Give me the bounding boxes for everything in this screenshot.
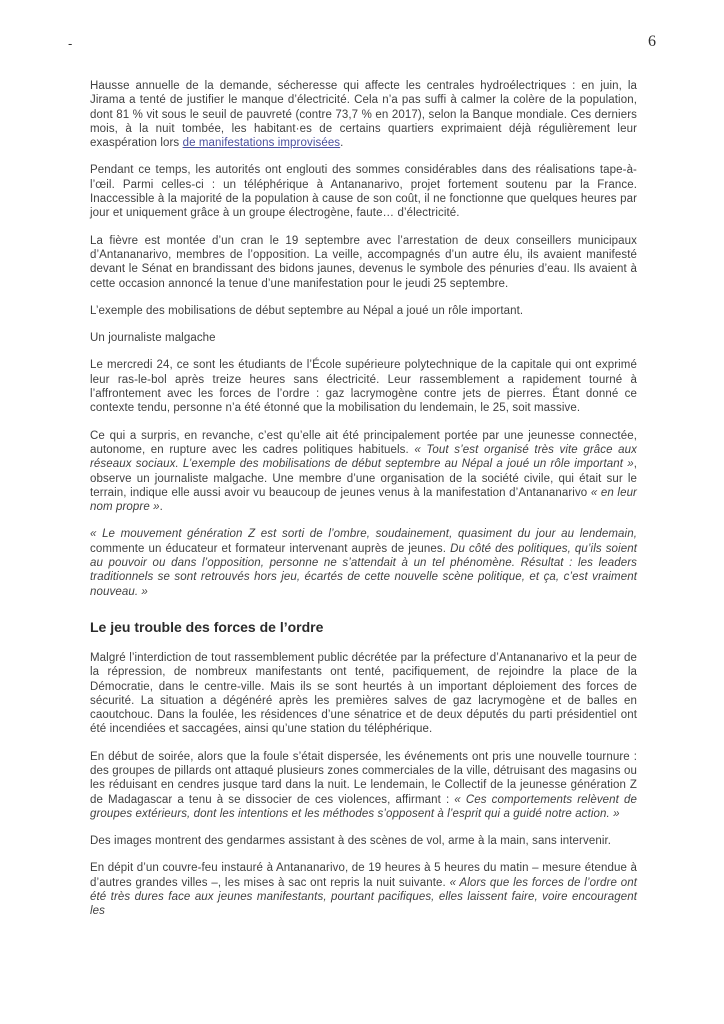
- paragraph-10-quote: « Ces comportements relèvent de groupes extérieurs, dont les intentions et les méthodes s’opposent à l’esprit qui a guidé notre action. »: [90, 793, 637, 820]
- section-heading: Le jeu trouble des forces de l’ordre: [90, 618, 324, 635]
- paragraph-5-intertitle: Un journaliste malgache: [90, 332, 216, 345]
- paragraph-10: [90, 750, 637, 821]
- paragraph-2: Pendant ce temps, les autorités ont englouti des sommes considérables dans des réalisations tape-à-l’œil. Parmi celles-ci : un téléphérique à Antananarivo, projet fortement soutenu par la France. Inaccessible à la majorité de la population à cause de son coût, il ne fonctionne que quelques heures par jour et uniquement grâce à un groupe électrogène, faute… d’électricité.: [90, 164, 637, 220]
- paragraph-7-quote-1: « Tout s’est organisé très vite grâce aux réseaux sociaux. L’exemple des mobilisations de début septembre au Népal a joué un rôle important »: [90, 443, 637, 471]
- paragraph-3: La fièvre est montée d’un cran le 19 septembre avec l’arrestation de deux conseillers municipaux d’Antananarivo, membres de l’opposition. La veille, accompagnés d’un autre élu, ils avaient manifesté devant le Sénat en brandissant des bidons jaunes, devenus le symbole des pénuries d’eau. Ils avaient à cette occasion annoncé la tenue d’une manifestation pour le jeudi 25 septembre.: [90, 234, 637, 290]
- paragraph-1: [90, 79, 637, 150]
- paragraph-8-quote-1: « Le mouvement génération Z est sorti de l’ombre, soudainement, quasiment du jour au lendemain,: [90, 528, 637, 541]
- paragraph-12-quote: « Alors que les forces de l’ordre ont été très dures face aux jeunes manifestants, pourtant pacifiques, elles laissent faire, voire encouragent les: [90, 876, 637, 918]
- paragraph-7-text-end: .: [159, 501, 163, 514]
- paragraph-7-quote-2: « en leur nom propre »: [90, 486, 637, 514]
- paragraph-8-quote-2: Du côté des politiques, qu’ils soient au pouvoir ou dans l’opposition, personne ne s’attendait à un tel phénomène. Résultat : les leaders traditionnels se sont retrouvés hors jeu, écartés de cette nouvelle scène politique, et ça, c’est vraiment nouveau. »: [90, 542, 637, 598]
- paragraph-1-text: Hausse annuelle de la demande, sécheresse qui affecte les centrales hydroélectriques : en juin, la Jirama a tenté de justifier le manque d’électricité. Cela n’a pas suffi à calmer la colère de la population, dont 81 % vit sous le seuil de pauvreté (contre 73,7 % en 2017), selon la Banque mondiale. Ces derniers mois, à la nuit tombée, les habitant·es de certains quartiers exprimaient déjà régulièrement leur exaspération lors: [90, 80, 637, 150]
- page-number: 6: [648, 33, 656, 50]
- paragraph-4: L’exemple des mobilisations de début septembre au Népal a joué un rôle important.: [90, 304, 524, 317]
- paragraph-6: Le mercredi 24, ce sont les étudiants de l’École supérieure polytechnique de la capitale qui ont exprimé leur ras-le-bol après treize heures sans électricité. Leur rassemblement a rapidement tourné à l’affrontement avec les forces de l’ordre : gaz lacrymogène contre jets de pierres. Étant donné ce contexte tendu, personne n’a été étonné que la mobilisation du lendemain, le 25, soit massive.: [90, 359, 637, 415]
- paragraph-8-attribution: commente un éducateur et formateur intervenant auprès de jeunes.: [90, 542, 451, 555]
- manifestations-link[interactable]: de manifestations improvisées: [182, 137, 341, 150]
- paragraph-8-blockquote: [90, 527, 637, 598]
- article-body: [90, 79, 637, 932]
- paragraph-10-text: En début de soirée, alors que la foule s’était dispersée, les événements ont pris une nouvelle tournure : des groupes de pillards ont attaqué plusieurs zones commerciales de la ville, détruisant des magasins ou les réduisant en cendres jusque tard dans la nuit. Le lendemain, le Collectif de la jeunesse génération Z de Madagascar a tenu à se dissocier de ces violences, affirmant :: [90, 750, 637, 806]
- paragraph-7-text: Ce qui a surpris, en revanche, c’est qu’elle ait été principalement portée par une jeunesse connectée, autonome, en rupture avec les cadres politiques habituels.: [90, 429, 637, 456]
- paragraph-12-text: En dépit d’un couvre-feu instauré à Antananarivo, de 19 heures à 5 heures du matin – mesure étendue à d’autres grandes villes –, les mises à sac ont repris la nuit suivante.: [90, 862, 637, 889]
- paragraph-12: [90, 861, 637, 918]
- paragraph-1-text-end: .: [340, 137, 344, 150]
- paragraph-9: Malgré l’interdiction de tout rassemblement public décrétée par la préfecture d’Antananarivo et la peur de la répression, de nombreux manifestants ont tenté, pacifiquement, de rejoindre la place de la Démocratie, dans le centre-ville. Mais ils se sont heurtés à un important déploiement des forces de sécurité. La situation a dégénéré après les premières salves de gaz lacrymogène et de balles en caoutchouc. Dans la foulée, les résidences d’une sénatrice et de deux députés du parti présidentiel ont été incendiées et saccagées, ainsi qu’une station du téléphérique.: [90, 651, 637, 736]
- paragraph-7-text-2: , observe un journaliste malgache. Une membre d’une organisation de la société civile, qui était sur le terrain, indique elle aussi avoir vu beaucoup de jeunes venus à la manifestation d’Antananarivo: [90, 458, 637, 499]
- paragraph-7: [90, 429, 637, 515]
- paragraph-11: Des images montrent des gendarmes assistant à des scènes de vol, arme à la main, sans intervenir.: [90, 835, 612, 848]
- header-left-mark: -: [68, 36, 73, 51]
